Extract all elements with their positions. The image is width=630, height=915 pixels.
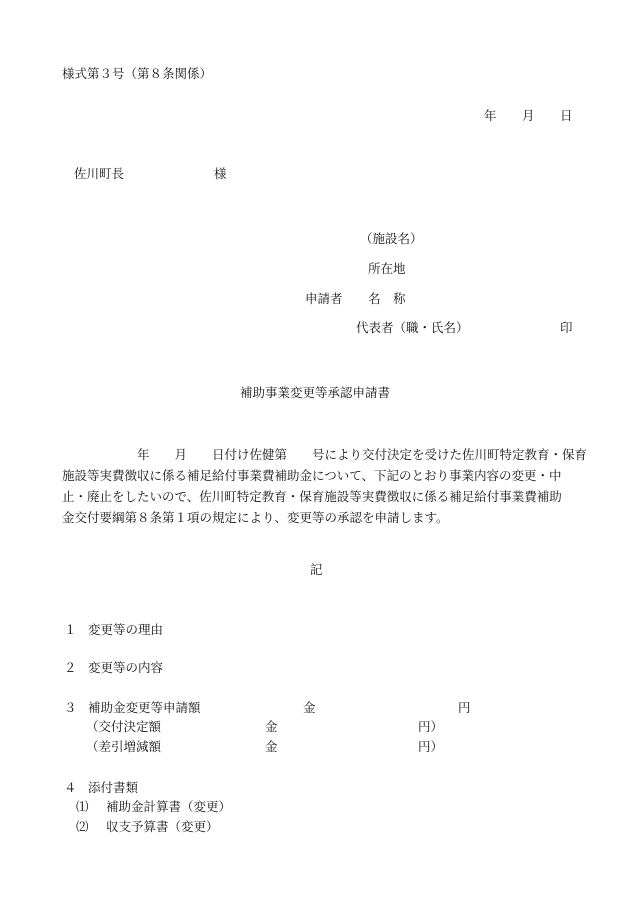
name-label: 名 称 <box>368 291 406 306</box>
body-line-3: 止・廃止をしたいので、佐川町特定教育・保育施設等実費徴収に係る補足給付事業費補助 <box>62 489 562 504</box>
attachment-1-number: ⑴ <box>76 799 89 814</box>
body-line-1: 年 月 日付け佐健第 号により交付決定を受けた佐川町特定教育・保育 <box>112 447 588 462</box>
item-3-number: ３ <box>64 700 77 715</box>
date-year: 年 <box>484 108 497 123</box>
applicant-label: 申請者 <box>305 291 343 306</box>
facility-name-label: （施設名） <box>360 231 423 246</box>
item-1-label: 変更等の理由 <box>88 622 164 637</box>
date-month: 月 <box>522 108 535 123</box>
item-4-number: ４ <box>64 780 77 795</box>
difference-amount-label: （差引増減額 <box>86 739 162 754</box>
seal-mark: 印 <box>560 320 573 335</box>
granted-amount-label: （交付決定額 <box>86 719 162 734</box>
item-2-number: ２ <box>64 660 77 675</box>
attachment-1-label: 補助金計算書（変更） <box>106 799 232 814</box>
form-number: 様式第３号（第８条関係） <box>62 66 213 81</box>
item-2-label: 変更等の内容 <box>88 660 164 675</box>
document-title: 補助事業変更等承認申請書 <box>240 385 391 400</box>
ki-heading: 記 <box>310 562 323 577</box>
granted-amount-yen: 円） <box>418 719 444 734</box>
body-line-4: 金交付要綱第８条第１項の規定により、変更等の承認を申請します。 <box>62 510 449 525</box>
difference-amount-kin: 金 <box>265 739 278 754</box>
item-4-label: 添付書類 <box>88 780 139 795</box>
body-paragraph <box>62 444 587 528</box>
addressee-honorific: 様 <box>214 166 227 181</box>
granted-amount-kin: 金 <box>265 719 278 734</box>
item-1-number: １ <box>64 622 77 637</box>
location-label: 所在地 <box>368 261 406 276</box>
addressee-name: 佐川町長 <box>74 166 125 181</box>
attachment-2-label: 収支予算書（変更） <box>106 819 219 834</box>
item-3-kin: 金 <box>303 700 316 715</box>
item-3-label: 補助金変更等申請額 <box>88 700 201 715</box>
attachment-2-number: ⑵ <box>76 819 89 834</box>
item-3-yen: 円 <box>458 700 471 715</box>
body-line-2: 施設等実費徴収に係る補足給付事業費補助金について、下記のとおり事業内容の変更・中 <box>62 468 562 483</box>
representative-label: 代表者（職・氏名） <box>356 320 469 335</box>
date-day: 日 <box>560 108 573 123</box>
difference-amount-yen: 円） <box>418 739 444 754</box>
